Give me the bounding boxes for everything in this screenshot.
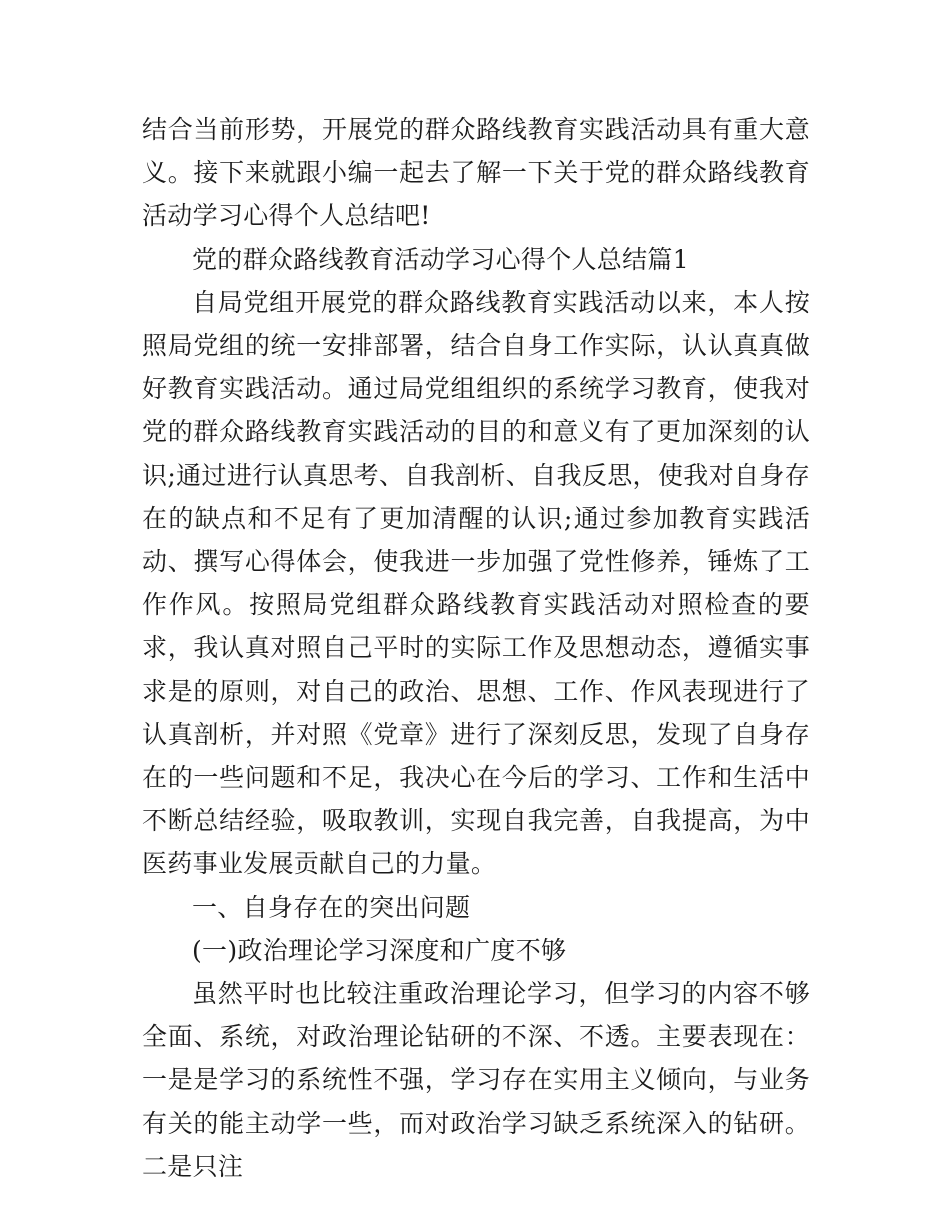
heading-level-1: 一、自身存在的突出问题 bbox=[192, 892, 471, 922]
body-paragraph: 自局党组开展党的群众路线教育实践活动以来，本人按照局党组的统一安排部署，结合自身工作实际，认认真真做好教育实践活动。通过局党组组织的系统学习教育，使我对党的群众路线教育实践活动的目的和意义有了更加深刻的认识;通过进行认真思考、自我剖析、自我反思，使我对自身存在的缺点和不足有了更加清醒的认识;通过参加教育实践活动、撰写心得体会，使我进一步加强了党性修养，锤炼了工作作风。按照局党组群众路线教育实践活动对照检查的要求，我认真对照自己平时的实际工作及思想动态，遵循实事求是的原则，对自己的政治、思想、工作、作风表现进行了认真剖析，并对照《党章》进行了深刻反思，发现了自身存在的一些问题和不足，我决心在今后的学习、工作和生活中不断总结经验，吸取教训，实现自我完善，自我提高，为中医药事业发展贡献自己的力量。 bbox=[142, 287, 810, 879]
document-body bbox=[142, 108, 810, 1188]
intro-paragraph: 结合当前形势，开展党的群众路线教育实践活动具有重大意义。接下来就跟小编一起去了解一下关于党的群众路线教育活动学习心得个人总结吧! bbox=[142, 115, 810, 231]
section-title: 党的群众路线教育活动学习心得个人总结篇1 bbox=[192, 244, 689, 274]
body-paragraph: 虽然平时也比较注重政治理论学习，但学习的内容不够全面、系统，对政治理论钻研的不深、不透。主要表现在：一是是学习的系统性不强，学习存在实用主义倾向，与业务有关的能主动学一些，而对政治学习缺乏系统深入的钻研。二是只注 bbox=[142, 979, 810, 1181]
heading-level-2: (一)政治理论学习深度和广度不够 bbox=[192, 935, 567, 965]
